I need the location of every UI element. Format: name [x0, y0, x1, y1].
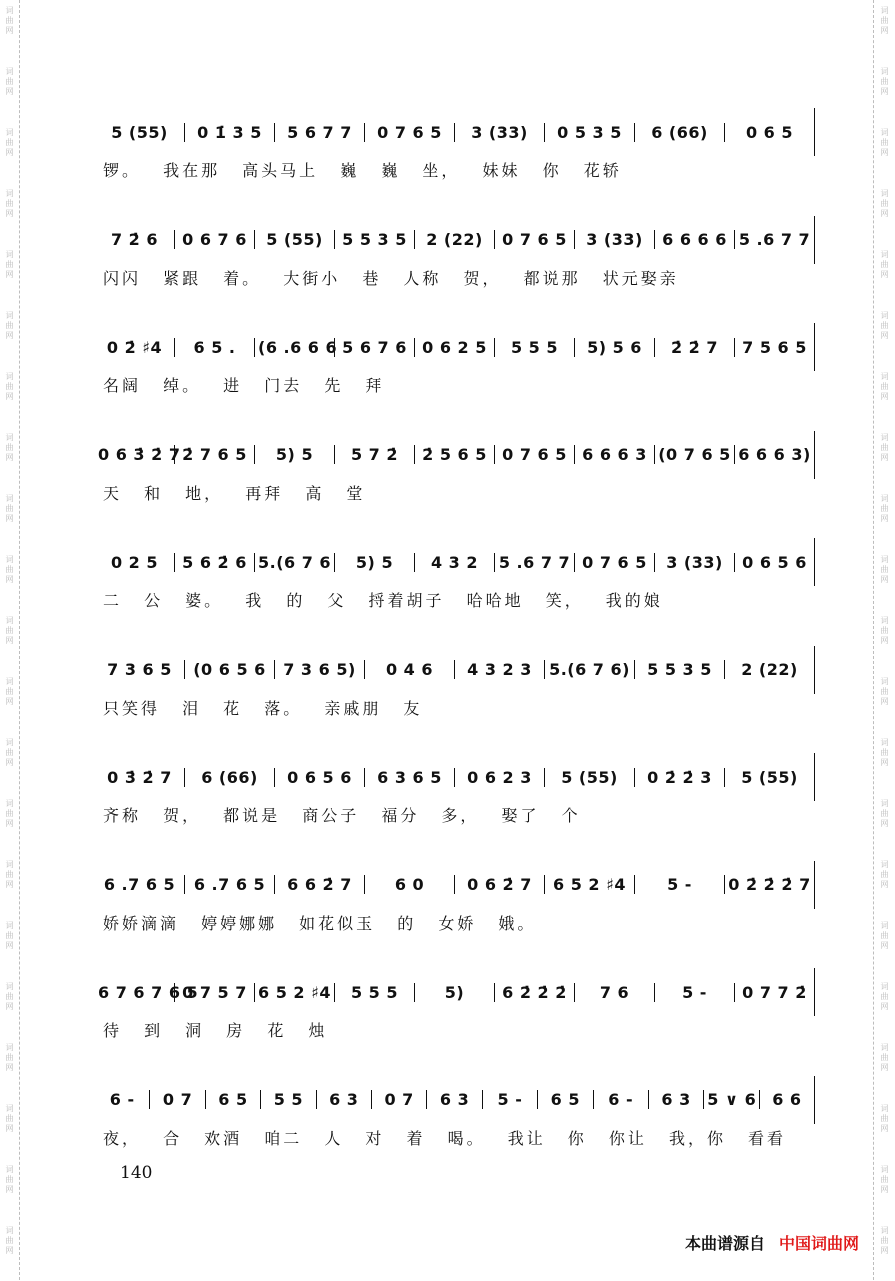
watermark-glyphs [0, 427, 19, 488]
watermark-glyph: 曲 [880, 626, 889, 635]
watermark-glyph: 曲 [880, 687, 889, 696]
measure: 0 2 5 [110, 552, 159, 572]
watermark-glyph: 词 [5, 1165, 14, 1174]
watermark-glyph: 网 [5, 331, 14, 340]
measure: 6 2̇ 2̇ 2̇ [494, 983, 574, 1002]
watermark-glyph: 网 [880, 514, 889, 523]
watermark-glyphs [0, 854, 19, 915]
watermark-glyph: 网 [880, 148, 889, 157]
score-system [95, 431, 815, 539]
watermark-glyph: 曲 [880, 77, 889, 86]
watermark-glyph: 词 [880, 67, 889, 76]
watermark-glyphs [0, 61, 19, 122]
watermark-glyphs [874, 610, 895, 671]
source-credit [685, 1231, 859, 1254]
measure: 0 7 [149, 1090, 204, 1109]
watermark-glyphs [0, 305, 19, 366]
notation-line [95, 753, 815, 801]
watermark-glyph: 网 [5, 819, 14, 828]
measure: 6 6 2̇ 7 [274, 875, 364, 894]
source-credit-site: 中国词曲网 [778, 1234, 859, 1253]
measure: 7 3 6 5) [274, 660, 364, 679]
watermark-glyph: 词 [880, 982, 889, 991]
watermark-glyph: 曲 [880, 870, 889, 879]
measure: 6 (66) [184, 768, 274, 787]
measure: 3 (33) [654, 553, 734, 572]
measure: 6 6 6 3 [574, 445, 654, 464]
measure: 0 7 6 5 [364, 123, 454, 142]
watermark-glyph: 网 [880, 758, 889, 767]
measure: 6 3 [426, 1090, 481, 1109]
watermark-glyph: 词 [5, 921, 14, 930]
lyrics-line: 夜， 合 欢酒 咱二 人 对 着 喝。 我让 你 你让 我，你 看看 [103, 1128, 787, 1148]
watermark-glyph: 词 [5, 189, 14, 198]
watermark-glyphs [0, 671, 19, 732]
score-systems [95, 108, 815, 1183]
measure: 5 5 5 [334, 983, 414, 1002]
watermark-glyphs [874, 366, 895, 427]
measure: 3 (33) [574, 230, 654, 249]
watermark-glyph: 词 [880, 128, 889, 137]
watermark-glyph: 曲 [880, 1053, 889, 1062]
score-page [95, 108, 815, 1183]
measure: 2̇ 2̇ 7 [654, 338, 734, 357]
measure: 6 .7 6 5 [184, 875, 274, 894]
watermark-glyph: 词 [5, 616, 14, 625]
watermark-glyph: 曲 [880, 565, 889, 574]
measure: 6 - [593, 1090, 648, 1109]
watermark-glyph: 词 [880, 616, 889, 625]
measure: 5 .6 7 7 [494, 553, 574, 572]
watermark-glyph: 曲 [880, 809, 889, 818]
measure: 0 7 6 5 [494, 445, 574, 464]
watermark-glyph: 网 [5, 453, 14, 462]
watermark-glyph: 曲 [880, 931, 889, 940]
watermark-glyph: 网 [5, 392, 14, 401]
watermark-glyph: 网 [880, 819, 889, 828]
watermark-glyphs [874, 244, 895, 305]
watermark-glyphs [0, 122, 19, 183]
watermark-glyph: 网 [880, 209, 889, 218]
lyrics-line: 娇娇滴滴 婷婷娜娜 如花似玉 的 女娇 娥。 [103, 913, 537, 933]
watermark-glyphs [0, 366, 19, 427]
measure: 7 2̇ 6 [110, 230, 159, 249]
measure: 0 6 2̇ 7 [454, 875, 544, 894]
watermark-glyphs [0, 0, 19, 61]
watermark-glyph: 曲 [880, 1114, 889, 1123]
watermark-glyph: 曲 [880, 1236, 889, 1245]
watermark-glyph: 曲 [880, 992, 889, 1001]
watermark-glyph: 曲 [5, 260, 14, 269]
measure: 0 6 7 6 [174, 230, 254, 249]
measure: 6 5 2 ♯4 [254, 983, 334, 1002]
watermark-glyph: 词 [5, 677, 14, 686]
watermark-glyph: 曲 [880, 748, 889, 757]
measure: 5 (55) [724, 768, 814, 787]
notation-line [95, 1076, 815, 1124]
measure: 5 - [482, 1090, 537, 1109]
watermark-glyph: 网 [5, 209, 14, 218]
measure: 0 3̇ 2̇ 7 [107, 767, 172, 787]
measure: (0 6 5 6 [184, 660, 274, 679]
measure: 6 5 . [174, 338, 254, 357]
watermark-glyph: 曲 [5, 870, 14, 879]
watermark-glyphs [874, 1037, 895, 1098]
watermark-glyph: 词 [5, 128, 14, 137]
watermark-glyph: 网 [880, 1002, 889, 1011]
notation-line [95, 861, 815, 909]
watermark-glyphs [874, 1098, 895, 1159]
watermark-glyph: 词 [5, 1043, 14, 1052]
measure: 0 6 3̇ 2̇ 7 [98, 445, 181, 464]
watermark-glyph: 网 [5, 26, 14, 35]
watermark-glyph: 网 [880, 880, 889, 889]
measure: 0 7 6 5 [494, 230, 574, 249]
watermark-glyphs [0, 976, 19, 1037]
measure: 0 2̇ 2̇ 3 [634, 768, 724, 787]
watermark-glyph: 曲 [5, 382, 14, 391]
measure: 6 6 6 6 [654, 230, 734, 249]
watermark-glyph: 曲 [880, 138, 889, 147]
measure: 0 5 3 5 [544, 123, 634, 142]
watermark-glyph: 网 [5, 514, 14, 523]
measure: 5.(6 7 6) [544, 660, 634, 679]
watermark-glyphs [874, 488, 895, 549]
watermark-glyph: 曲 [5, 77, 14, 86]
watermark-glyphs [874, 549, 895, 610]
watermark-glyph: 曲 [5, 687, 14, 696]
measure: 2 (22) [414, 230, 494, 249]
watermark-glyph: 网 [5, 636, 14, 645]
measure: 4 3 2 [414, 553, 494, 572]
watermark-glyph: 曲 [880, 199, 889, 208]
measure: 0 7 6 5 [574, 553, 654, 572]
watermark-glyphs [0, 793, 19, 854]
watermark-glyph: 网 [5, 148, 14, 157]
watermark-glyph: 词 [5, 433, 14, 442]
score-system [95, 538, 815, 646]
watermark-glyph: 网 [5, 941, 14, 950]
lyrics-line: 闪闪 紧跟 着。 大街小 巷 人称 贺， 都说那 状元娶亲 [103, 268, 679, 288]
notation-line [95, 538, 815, 586]
measure: (0 7 6 5 [654, 445, 734, 464]
measure: 5 5 5 [494, 338, 574, 357]
measure: 5 ∨ 6 [703, 1090, 758, 1109]
watermark-glyph: 曲 [880, 504, 889, 513]
page-number: 140 [120, 1163, 153, 1183]
watermark-glyph: 词 [5, 982, 14, 991]
measure: 5) 5 [254, 445, 334, 464]
watermark-glyph: 曲 [5, 1053, 14, 1062]
watermark-glyphs [874, 732, 895, 793]
watermark-glyphs [0, 1098, 19, 1159]
watermark-glyph: 曲 [5, 199, 14, 208]
watermark-glyphs [874, 0, 895, 61]
watermark-glyph: 词 [880, 738, 889, 747]
watermark-glyph: 词 [880, 1165, 889, 1174]
watermark-glyphs [874, 671, 895, 732]
watermark-glyphs [0, 732, 19, 793]
measure: 5.(6 7 6 [254, 553, 334, 572]
watermark-glyph: 词 [5, 494, 14, 503]
watermark-glyph: 曲 [5, 1236, 14, 1245]
measure: 0 6 5 [724, 123, 814, 142]
notation-line [95, 968, 815, 1016]
watermark-glyph: 曲 [5, 321, 14, 330]
measure: 6 5 [537, 1090, 592, 1109]
watermark-glyph: 曲 [5, 504, 14, 513]
notation-line [95, 216, 815, 264]
watermark-glyph: 词 [5, 6, 14, 15]
watermark-glyph: 词 [5, 738, 14, 747]
measure: 6 3 6 5 [364, 768, 454, 787]
watermark-glyph: 词 [5, 1226, 14, 1235]
measure: 4 3 2 3 [454, 660, 544, 679]
watermark-glyph: 词 [5, 555, 14, 564]
watermark-glyph: 词 [5, 799, 14, 808]
watermark-glyph: 曲 [5, 809, 14, 818]
watermark-glyphs [874, 1220, 895, 1281]
watermark-glyph: 词 [5, 1104, 14, 1113]
watermark-glyphs [874, 1159, 895, 1220]
measure: 6 6 6 3) [734, 445, 814, 464]
measure: 0 6 5 6 [274, 768, 364, 787]
watermark-glyphs [0, 1159, 19, 1220]
watermark-glyph: 词 [880, 1104, 889, 1113]
watermark-glyph: 曲 [5, 16, 14, 25]
watermark-glyphs [874, 793, 895, 854]
watermark-glyphs [0, 549, 19, 610]
watermark-glyphs [0, 915, 19, 976]
watermark-glyphs [874, 183, 895, 244]
watermark-glyphs [0, 244, 19, 305]
watermark-glyph: 词 [880, 1043, 889, 1052]
watermark-glyph: 网 [5, 1246, 14, 1255]
score-system [95, 323, 815, 431]
watermark-glyph: 网 [5, 1185, 14, 1194]
measure: 0 2̇ ♯4 [106, 337, 163, 357]
watermark-glyph: 网 [5, 1002, 14, 1011]
watermark-glyph: 曲 [5, 626, 14, 635]
measure: 0 7 [371, 1090, 426, 1109]
watermark-glyph: 网 [880, 1124, 889, 1133]
watermark-glyph: 网 [5, 880, 14, 889]
measure: 5 (55) [254, 230, 334, 249]
notation-line [95, 108, 815, 156]
measure: 0 2̇ 2̇ 2̇ 7 [724, 875, 814, 894]
watermark-glyph: 曲 [5, 1175, 14, 1184]
measure: 6 - [109, 1090, 135, 1109]
watermark-glyph: 网 [880, 1246, 889, 1255]
watermark-glyphs [874, 854, 895, 915]
watermark-glyph: 曲 [880, 382, 889, 391]
right-watermark-strip [873, 0, 895, 1280]
measure: 6 .7 6 5 [103, 875, 176, 894]
watermark-glyph: 曲 [880, 260, 889, 269]
watermark-glyph: 词 [880, 860, 889, 869]
watermark-glyph: 曲 [5, 992, 14, 1001]
measure: 5 - [654, 983, 734, 1002]
watermark-glyph: 词 [880, 250, 889, 259]
measure: 0 6 2 3 [454, 768, 544, 787]
watermark-glyph: 网 [5, 1124, 14, 1133]
measure: 7 3 6 5 [107, 660, 172, 679]
watermark-glyph: 网 [880, 636, 889, 645]
measure: 0 4 6 [364, 660, 454, 679]
score-system [95, 216, 815, 324]
lyrics-line: 只笑得 泪 花 落。 亲戚朋 友 [103, 698, 423, 718]
watermark-glyph: 网 [880, 270, 889, 279]
watermark-glyph: 曲 [5, 443, 14, 452]
watermark-glyph: 词 [880, 921, 889, 930]
lyrics-line: 二 公 婆。 我 的 父 捋着胡子 哈哈地 笑， 我的娘 [103, 591, 663, 610]
measure: 5 6 7 6 [334, 338, 414, 357]
measure: 0 1̇ 3 5 [184, 123, 274, 142]
measure: 7 5 6 5 [734, 338, 814, 357]
watermark-glyph: 网 [880, 941, 889, 950]
watermark-glyphs [874, 427, 895, 488]
measure: 6 (66) [634, 123, 724, 142]
lyrics-line: 锣。 我在那 高头马上 巍 巍 坐， 妹妹 你 花轿 [103, 161, 622, 180]
measure: 6 6 [759, 1090, 814, 1109]
score-system [95, 861, 815, 969]
measure: 5 5 3 5 [634, 660, 724, 679]
measure: 0 6 5 6 [734, 553, 814, 572]
watermark-glyph: 网 [5, 87, 14, 96]
measure: 5 (55) [111, 122, 168, 142]
watermark-glyph: 词 [880, 311, 889, 320]
measure: 6 5 2 ♯4 [544, 875, 634, 894]
watermark-glyph: 曲 [5, 748, 14, 757]
score-system [95, 753, 815, 861]
source-credit-prefix: 本曲谱源自 [684, 1234, 765, 1253]
watermark-glyph: 网 [5, 758, 14, 767]
watermark-glyph: 曲 [5, 565, 14, 574]
watermark-glyphs [874, 61, 895, 122]
measure: 6 3 [648, 1090, 703, 1109]
watermark-glyph: 曲 [5, 1114, 14, 1123]
watermark-glyph: 词 [880, 372, 889, 381]
measure: 0 6 2 5 [414, 338, 494, 357]
watermark-glyph: 曲 [5, 138, 14, 147]
measure: 5) 5 [334, 553, 414, 572]
lyrics-line: 名阔 绰。 进 门去 先 拜 [103, 376, 385, 395]
watermark-glyphs [0, 1220, 19, 1281]
measure: 6 7 6 7 6 5 [98, 982, 199, 1002]
measure: 2̇ 7 6 5 [174, 445, 254, 464]
measure: 5) 5 6 [574, 338, 654, 357]
watermark-glyph: 曲 [880, 1175, 889, 1184]
watermark-glyph: 词 [880, 555, 889, 564]
watermark-glyph: 词 [880, 677, 889, 686]
watermark-glyph: 词 [880, 6, 889, 15]
watermark-glyphs [874, 122, 895, 183]
watermark-glyph: 网 [880, 453, 889, 462]
notation-line [95, 646, 815, 694]
watermark-glyphs [874, 915, 895, 976]
measure: 3 (33) [454, 123, 544, 142]
measure: 6 0 [364, 875, 454, 894]
watermark-glyph: 网 [880, 697, 889, 706]
measure: 5 7 2̇ [334, 445, 414, 464]
watermark-glyphs [0, 488, 19, 549]
measure: (6 .6 6 6 [254, 338, 334, 357]
watermark-glyphs [874, 305, 895, 366]
watermark-glyph: 词 [880, 799, 889, 808]
measure: 5 6 7 7 [274, 123, 364, 142]
watermark-glyph: 网 [5, 575, 14, 584]
watermark-glyph: 网 [5, 1063, 14, 1072]
measure: 6 5 [205, 1090, 260, 1109]
notation-line [95, 431, 815, 479]
measure: 5 5 [260, 1090, 315, 1109]
watermark-glyph: 网 [880, 26, 889, 35]
watermark-glyphs [0, 183, 19, 244]
measure: 7 6 [574, 983, 654, 1002]
score-system [95, 1076, 815, 1184]
measure: 5) [414, 983, 494, 1002]
watermark-glyph: 曲 [880, 16, 889, 25]
watermark-glyph: 网 [5, 697, 14, 706]
watermark-glyph: 词 [5, 311, 14, 320]
score-system [95, 968, 815, 1076]
watermark-glyph: 词 [880, 433, 889, 442]
score-system [95, 646, 815, 754]
watermark-glyph: 曲 [880, 443, 889, 452]
watermark-glyph: 词 [880, 494, 889, 503]
watermark-glyph: 网 [880, 392, 889, 401]
watermark-glyph: 词 [5, 860, 14, 869]
watermark-glyph: 词 [880, 189, 889, 198]
watermark-glyph: 网 [880, 1185, 889, 1194]
watermark-glyph: 词 [5, 372, 14, 381]
watermark-glyph: 曲 [5, 931, 14, 940]
measure: 0 7 5 7 [174, 983, 254, 1002]
watermark-glyph: 词 [5, 67, 14, 76]
measure: 5 (55) [544, 768, 634, 787]
watermark-glyph: 网 [880, 87, 889, 96]
measure: 5 - [634, 875, 724, 894]
score-system [95, 108, 815, 216]
watermark-glyphs [874, 976, 895, 1037]
watermark-glyphs [0, 610, 19, 671]
measure: 2̇ 5 6 5 [414, 445, 494, 464]
measure: 0 7 7 2̇ [734, 983, 814, 1002]
watermark-glyph: 网 [880, 575, 889, 584]
measure: 5 .6 7 7 [734, 230, 814, 249]
measure: 5 6 2̇ 6 [174, 553, 254, 572]
measure: 5 5 3 5 [334, 230, 414, 249]
watermark-glyph: 词 [5, 250, 14, 259]
lyrics-line: 齐称 贺， 都说是 商公子 福分 多， 娶了 个 [103, 806, 581, 825]
measure: 6 3 [316, 1090, 371, 1109]
watermark-glyph: 词 [880, 1226, 889, 1235]
watermark-glyph: 曲 [880, 321, 889, 330]
lyrics-line: 待 到 洞 房 花 烛 [103, 1021, 328, 1040]
watermark-glyph: 网 [880, 1063, 889, 1072]
watermark-glyphs [0, 1037, 19, 1098]
watermark-glyph: 网 [880, 331, 889, 340]
watermark-glyph: 网 [5, 270, 14, 279]
notation-line [95, 323, 815, 371]
left-watermark-strip [0, 0, 20, 1280]
lyrics-line: 天 和 地， 再拜 高 堂 [103, 483, 366, 503]
measure: 2 (22) [724, 660, 814, 679]
